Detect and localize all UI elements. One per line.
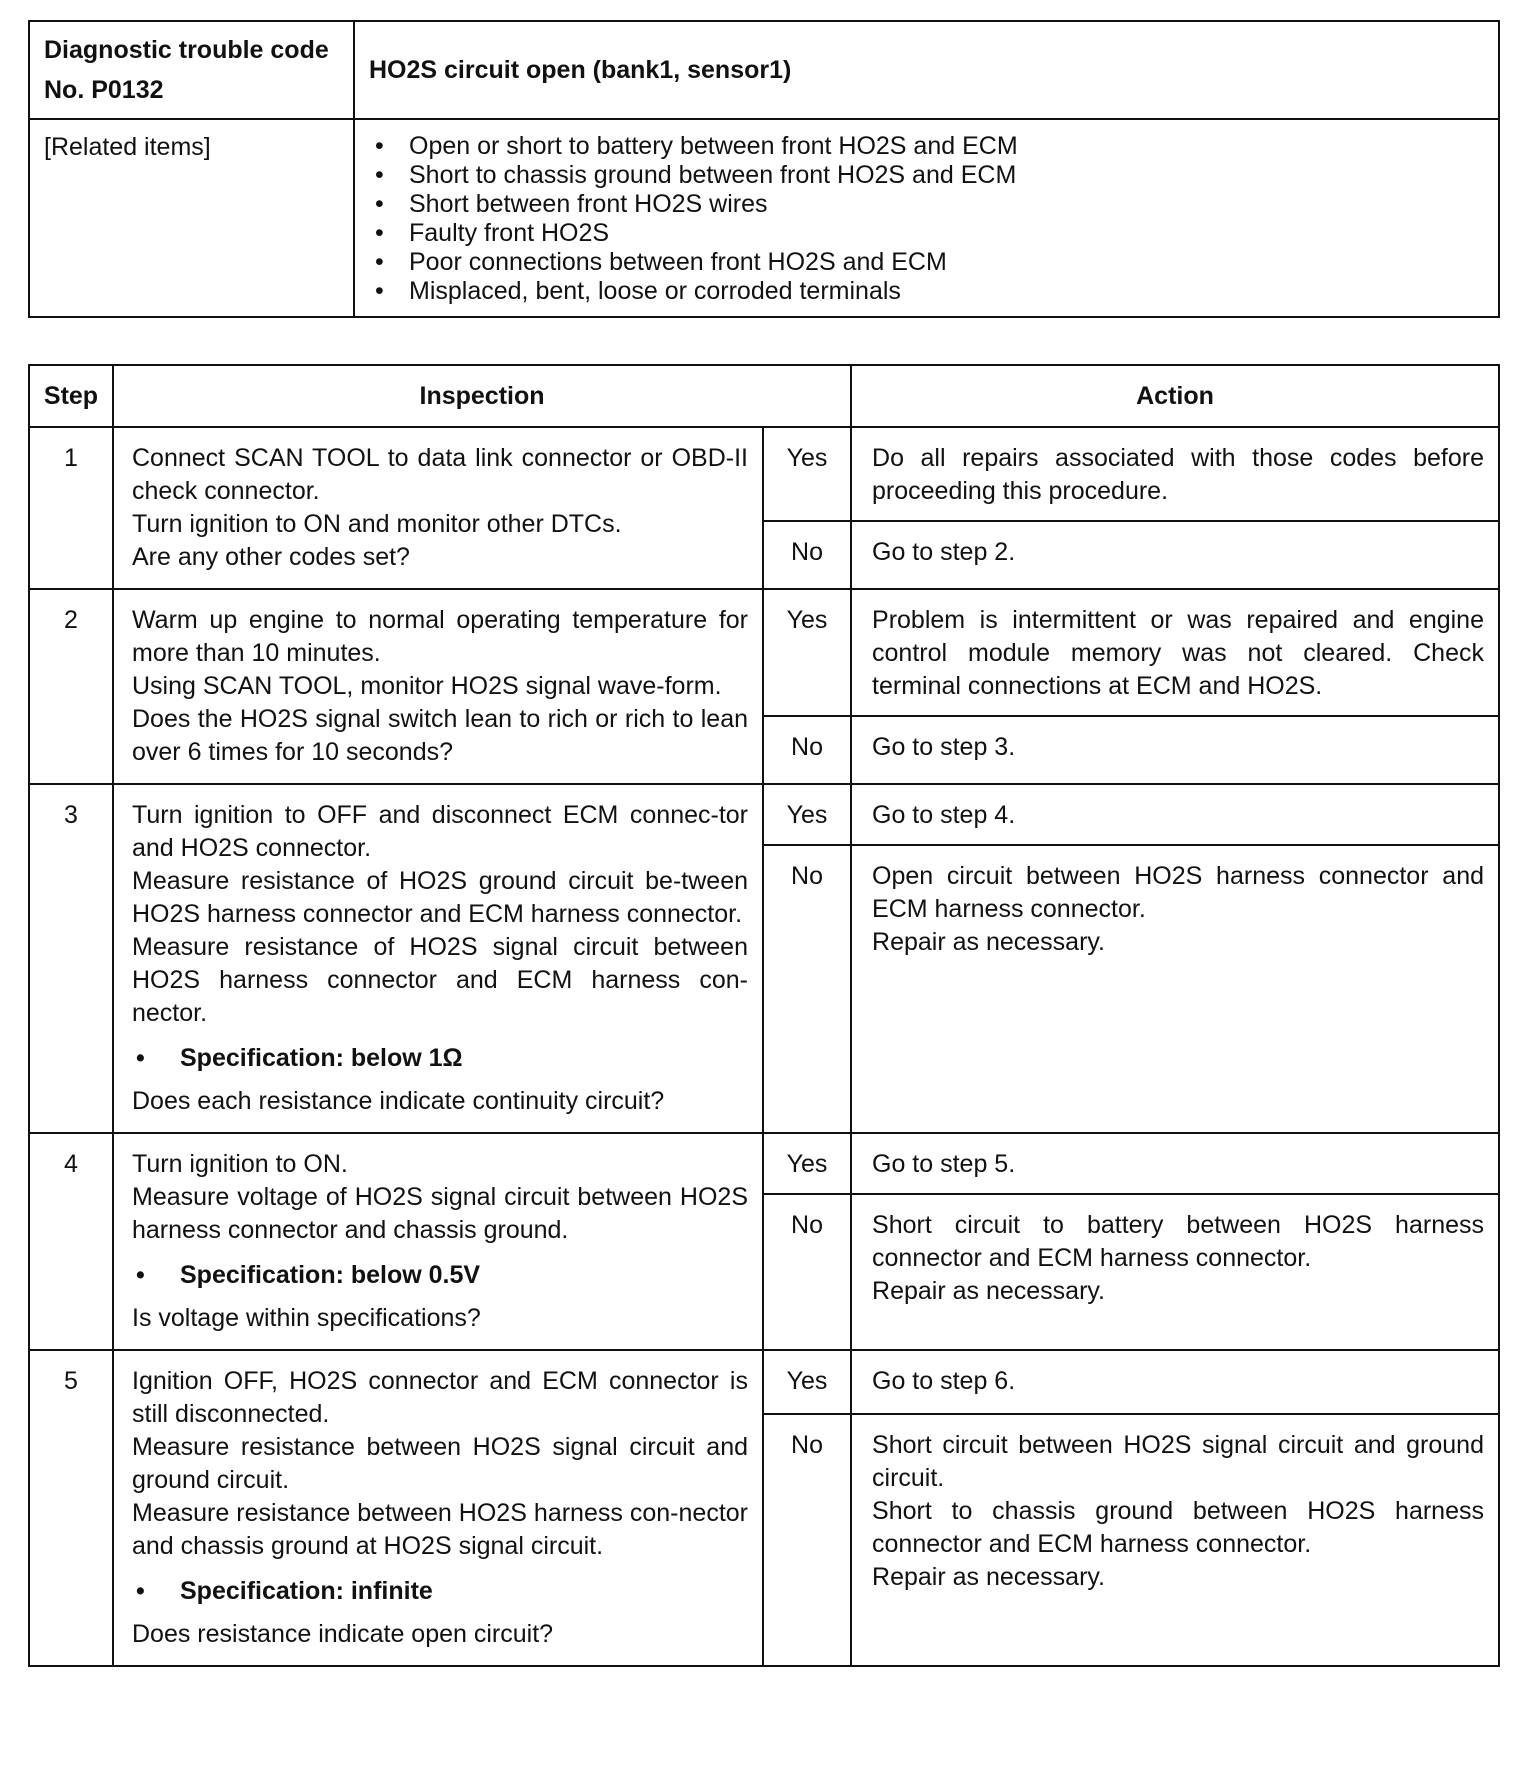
action-line: Short circuit to battery between HO2S harness connector and ECM harness connector. <box>872 1211 1484 1272</box>
inspection-line: Measure resistance between HO2S harness con-nector and chassis ground at HO2S signal circuit. <box>132 1499 748 1560</box>
step-number: 5 <box>29 1350 113 1666</box>
inspection-steps-table <box>28 364 1500 1667</box>
dtc-header-table <box>28 20 1500 318</box>
no-label: No <box>763 716 851 784</box>
no-label: No <box>763 1414 851 1666</box>
no-action <box>851 1194 1499 1350</box>
inspection-question: Does each resistance indicate continuity circuit? <box>132 1087 665 1115</box>
yes-label: Yes <box>763 1350 851 1414</box>
yes-label: Yes <box>763 427 851 521</box>
step-inspection <box>113 1350 763 1666</box>
specification: • Specification: below 1Ω <box>132 1042 748 1075</box>
action-line: Go to step 4. <box>872 801 1016 829</box>
step-row-3 <box>29 784 1499 845</box>
specification: • Specification: below 0.5V <box>132 1259 748 1292</box>
action-line: Open circuit between HO2S harness connector and ECM harness connector. <box>872 862 1484 923</box>
no-action <box>851 716 1499 784</box>
no-label: No <box>763 521 851 589</box>
related-items-row <box>29 119 1499 317</box>
no-action <box>851 845 1499 1133</box>
yes-action <box>851 1350 1499 1414</box>
yes-label: Yes <box>763 1133 851 1194</box>
header-inspection: Inspection <box>113 365 851 427</box>
dtc-row <box>29 21 1499 119</box>
header-step: Step <box>29 365 113 427</box>
yes-label: Yes <box>763 784 851 845</box>
yes-action <box>851 1133 1499 1194</box>
step-number: 4 <box>29 1133 113 1350</box>
inspection-line: Measure resistance of HO2S ground circuit be-tween HO2S harness connector and ECM harness connector. <box>132 867 748 928</box>
step-number: 1 <box>29 427 113 589</box>
related-item: • Short to chassis ground between front HO2S and ECM <box>369 161 1484 190</box>
no-label: No <box>763 845 851 1133</box>
dtc-title: HO2S circuit open (bank1, sensor1) <box>354 21 1499 119</box>
inspection-line: Measure resistance of HO2S signal circuit between HO2S harness connector and ECM harness con-nector. <box>132 933 748 1027</box>
specification: • Specification: infinite <box>132 1575 748 1608</box>
step-inspection <box>113 589 763 784</box>
inspection-line: Measure resistance between HO2S signal circuit and ground circuit. <box>132 1433 748 1494</box>
no-action <box>851 1414 1499 1666</box>
related-items-cell <box>354 119 1499 317</box>
inspection-line: Turn ignition to ON. <box>132 1150 348 1178</box>
step-row-5 <box>29 1350 1499 1414</box>
step-row-1 <box>29 427 1499 521</box>
header-action: Action <box>851 365 1499 427</box>
action-line: Repair as necessary. <box>872 1563 1105 1591</box>
yes-action <box>851 427 1499 521</box>
dtc-number: No. P0132 <box>44 76 164 104</box>
inspection-line: Are any other codes set? <box>132 543 410 571</box>
step-inspection <box>113 784 763 1133</box>
action-line: Go to step 5. <box>872 1150 1016 1178</box>
inspection-question: Does resistance indicate open circuit? <box>132 1620 554 1648</box>
steps-body <box>29 427 1499 1666</box>
related-item: • Poor connections between front HO2S and ECM <box>369 248 1484 277</box>
related-items-label: [Related items] <box>29 119 354 317</box>
related-item: • Open or short to battery between front HO2S and ECM <box>369 132 1484 161</box>
no-action <box>851 521 1499 589</box>
inspection-line: Turn ignition to OFF and disconnect ECM connec-tor and HO2S connector. <box>132 801 748 862</box>
inspection-question: Is voltage within specifications? <box>132 1304 481 1332</box>
step-number: 2 <box>29 589 113 784</box>
action-line: Go to step 2. <box>872 538 1016 566</box>
action-line: Do all repairs associated with those codes before proceeding this procedure. <box>872 444 1484 505</box>
action-line: Short to chassis ground between HO2S harness connector and ECM harness connector. <box>872 1497 1484 1558</box>
inspection-line: Measure voltage of HO2S signal circuit between HO2S harness connector and chassis ground. <box>132 1183 748 1244</box>
inspection-line: Warm up engine to normal operating temperature for more than 10 minutes. <box>132 606 748 667</box>
steps-header-row <box>29 365 1499 427</box>
related-item: • Faulty front HO2S <box>369 219 1484 248</box>
action-line: Repair as necessary. <box>872 928 1105 956</box>
inspection-line: Turn ignition to ON and monitor other DTCs. <box>132 510 622 538</box>
inspection-line: Using SCAN TOOL, monitor HO2S signal wave-form. <box>132 672 722 700</box>
step-number: 3 <box>29 784 113 1133</box>
inspection-line: Does the HO2S signal switch lean to rich or rich to lean over 6 times for 10 seconds? <box>132 705 748 766</box>
action-line: Go to step 6. <box>872 1367 1016 1395</box>
step-inspection <box>113 427 763 589</box>
related-item: • Misplaced, bent, loose or corroded terminals <box>369 277 1484 306</box>
action-line: Short circuit between HO2S signal circuit and ground circuit. <box>872 1431 1484 1492</box>
step-row-2 <box>29 589 1499 716</box>
yes-label: Yes <box>763 589 851 716</box>
step-inspection <box>113 1133 763 1350</box>
yes-action <box>851 589 1499 716</box>
action-line: Problem is intermittent or was repaired and engine control module memory was not cleared. Check terminal connections at ECM and HO2S. <box>872 606 1484 700</box>
step-row-4 <box>29 1133 1499 1194</box>
related-item: • Short between front HO2S wires <box>369 190 1484 219</box>
action-line: Repair as necessary. <box>872 1277 1105 1305</box>
dtc-label-cell <box>29 21 354 119</box>
related-items-list <box>369 120 1484 316</box>
dtc-label: Diagnostic trouble code <box>44 36 329 64</box>
action-line: Go to step 3. <box>872 733 1016 761</box>
inspection-line: Ignition OFF, HO2S connector and ECM connector is still disconnected. <box>132 1367 748 1428</box>
inspection-line: Connect SCAN TOOL to data link connector or OBD-II check connector. <box>132 444 748 505</box>
yes-action <box>851 784 1499 845</box>
no-label: No <box>763 1194 851 1350</box>
